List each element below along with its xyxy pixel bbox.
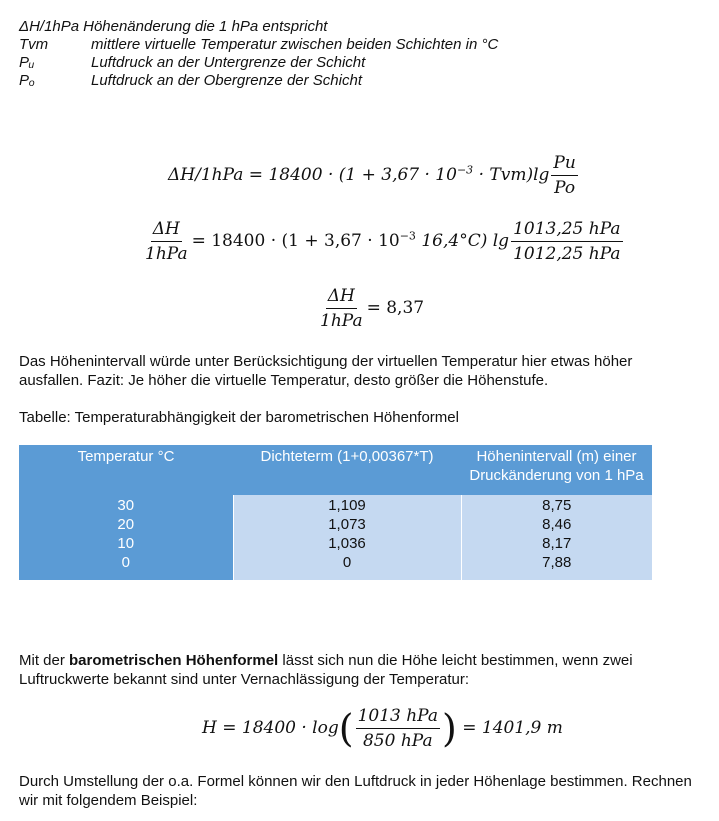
fraction-numerator: 1013 hPa xyxy=(356,706,440,729)
fraction-denominator: 1012,25 hPa xyxy=(513,244,621,264)
fraction-numerator: ΔH xyxy=(326,286,357,309)
temperature-table xyxy=(19,445,652,580)
table-cell: 0 xyxy=(342,554,352,571)
table-cell: 1,073 xyxy=(328,516,366,533)
formula-1-fraction xyxy=(551,153,577,198)
table-cell: 30 xyxy=(117,497,135,514)
table-header-cell: Dichteterm (1+0,00367*T) xyxy=(233,445,461,495)
symbol-definitions xyxy=(19,18,498,90)
table-cell: 0 xyxy=(121,554,130,571)
formula-2-rest: 16,4°C) lg xyxy=(415,231,510,251)
table-cell: 7,88 xyxy=(542,554,572,571)
table-cell: 10 xyxy=(117,535,135,552)
definition-row xyxy=(19,54,498,72)
definition-row xyxy=(19,18,498,36)
formula-1 xyxy=(168,153,580,198)
fraction-denominator: 1hPa xyxy=(145,244,188,264)
fraction-numerator: ΔH xyxy=(151,219,182,242)
fraction-denominator: Po xyxy=(554,178,576,198)
fraction-numerator: 1013,25 hPa xyxy=(511,219,622,242)
table-cell: 8,17 xyxy=(542,535,572,552)
definition-text: mittlere virtuelle Temperatur zwischen beiden Schichten in °C xyxy=(91,36,499,53)
fraction-denominator: 1hPa xyxy=(320,311,363,331)
formula-2-mid: = 18400 · (1 + 3,67 · 10 xyxy=(191,231,400,251)
paragraph-3: Durch Umstellung der o.a. Formel können wir den Luftdruck in jeder Höhenlage bestimmen. Rechnen wir mit folgendem Beispiel: xyxy=(19,773,692,809)
formula-3-result: = 8,37 xyxy=(366,298,425,318)
paragraph-2-pre: Mit der xyxy=(19,652,70,669)
definition-symbol: ΔH/1hPa xyxy=(19,18,80,35)
definition-text: Höhenänderung die 1 hPa entspricht xyxy=(83,18,328,35)
table-caption: Tabelle: Temperaturabhängigkeit der barometrischen Höhenformel xyxy=(19,409,459,426)
definition-text: Luftdruck an der Untergrenze der Schicht xyxy=(91,54,366,71)
definition-row xyxy=(19,36,498,54)
paragraph-1: Das Höhenintervall würde unter Berücksichtigung der virtuellen Temperatur hier etwas höher ausfallen. Fazit: Je höher die virtuelle Temperatur, desto größer die Höhenstufe. xyxy=(19,353,633,389)
formula-2-fraction xyxy=(511,219,622,264)
formula-2-lhs-fraction xyxy=(143,219,190,264)
definition-symbol: Pᵤ xyxy=(19,54,35,71)
formula-2-exponent: −3 xyxy=(399,229,416,243)
formula-4-lhs: H = 18400 · log xyxy=(202,718,339,738)
definition-symbol: Pₒ xyxy=(19,72,35,89)
paragraph-2 xyxy=(19,651,699,689)
paragraph-2-bold: barometrischen Höhenformel xyxy=(69,652,279,669)
formula-4: H = 18400 · log( $\frac{\text{1013 hPa}}{\text{850 hPa}}$ ) = 1401,9 m xyxy=(202,706,563,751)
table-row xyxy=(19,495,652,580)
formula-1-mid: · Tvm)lg xyxy=(473,165,550,185)
table-header-row xyxy=(19,445,652,495)
formula-3 xyxy=(316,286,424,331)
table-cell: 1,109 xyxy=(328,497,366,514)
height-interval-column xyxy=(461,495,652,580)
table-cell: 8,46 xyxy=(542,516,572,533)
formula-3-fraction xyxy=(318,286,365,331)
formula-1-lhs: ΔH/1hPa = 18400 · (1 + 3,67 · 10 xyxy=(168,165,457,185)
density-term-column xyxy=(233,495,461,580)
table-header-cell: Temperatur °C xyxy=(19,445,233,495)
definition-text: Luftdruck an der Obergrenze der Schicht xyxy=(91,72,362,89)
paragraph-2-post: lässt sich nun die Höhe leicht bestimmen, wenn zwei Luftruckwerte bekannt sind unter Vernachlässigung der Temperatur: xyxy=(19,652,633,688)
formula-1-exponent: −3 xyxy=(456,163,474,177)
fraction-numerator: Pu xyxy=(551,153,577,176)
table-cell: 1,036 xyxy=(328,535,366,552)
table-cell: 20 xyxy=(117,516,135,533)
table-cell: 8,75 xyxy=(542,497,572,514)
table-header-cell: Höhenintervall (m) einer Druckänderung von 1 hPa xyxy=(461,445,652,495)
formula-2 xyxy=(141,219,625,264)
formula-4-fraction xyxy=(356,706,440,751)
fraction-denominator: 850 hPa xyxy=(362,731,433,751)
temperature-column xyxy=(19,495,233,580)
formula-4-rhs: = 1401,9 m xyxy=(462,718,563,738)
definition-symbol: Tvm xyxy=(19,36,49,53)
definition-row xyxy=(19,72,498,90)
